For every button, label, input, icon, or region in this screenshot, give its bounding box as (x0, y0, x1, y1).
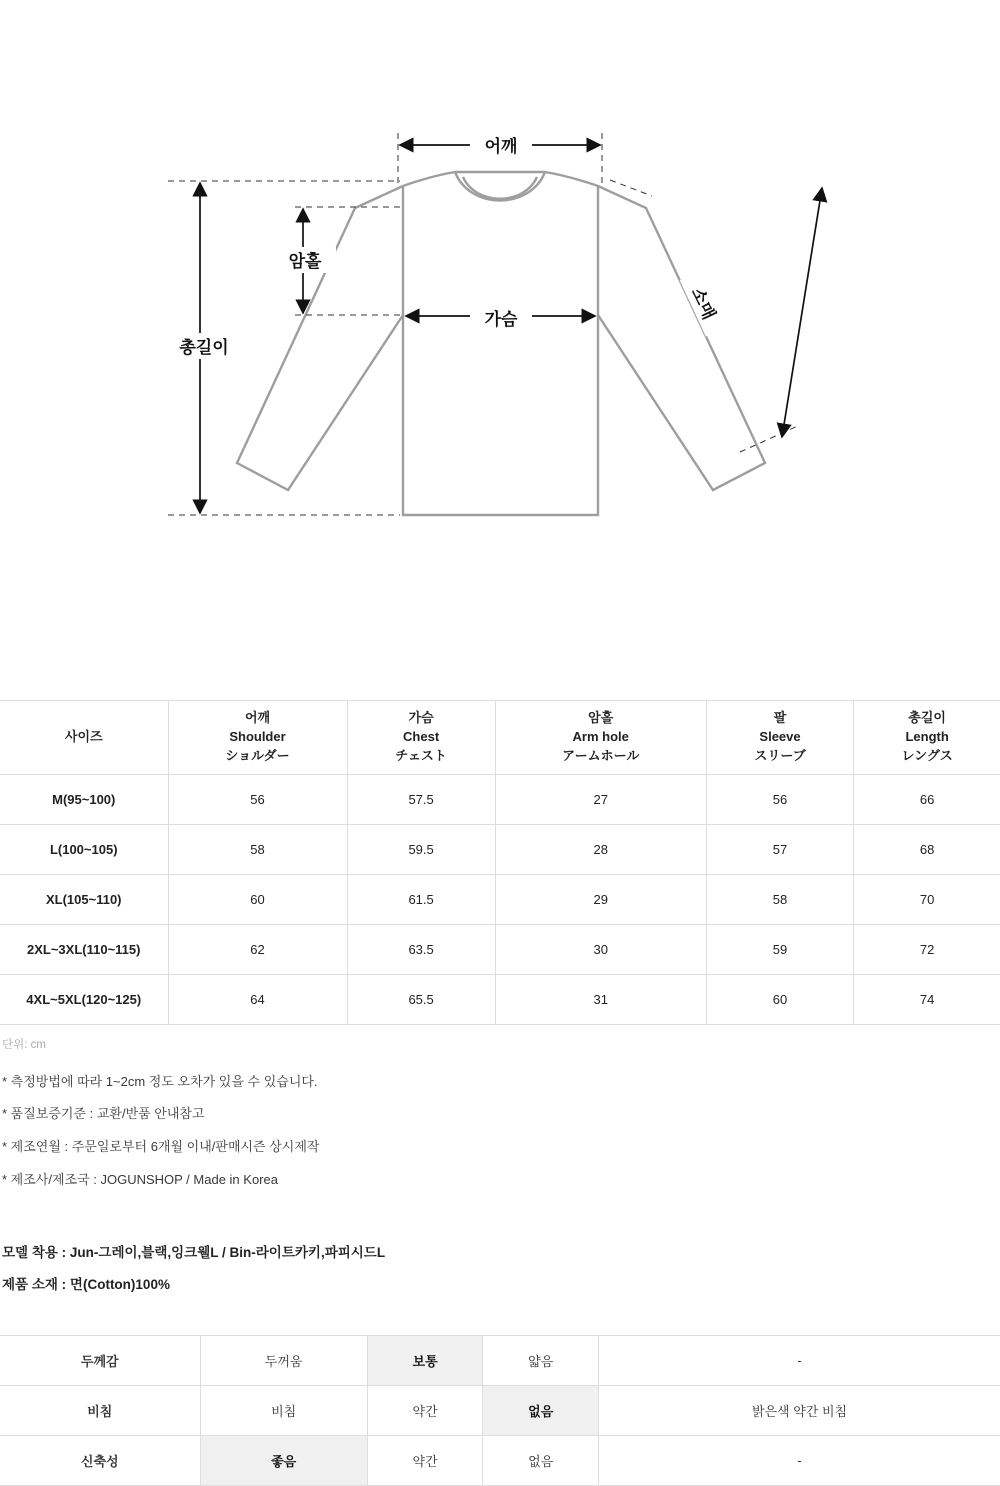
cell-chest: 63.5 (347, 924, 495, 974)
label-chest: 가슴 (484, 310, 518, 329)
label-length: 총길이 (179, 338, 229, 357)
cell-chest: 59.5 (347, 824, 495, 874)
notes-block (0, 1074, 1000, 1190)
cell-sleeve: 59 (706, 924, 854, 974)
cell-armhole: 29 (495, 874, 706, 924)
header-length: 총길이 Length レングス (854, 701, 1000, 775)
cell-armhole: 31 (495, 974, 706, 1024)
cell-shoulder: 62 (168, 924, 347, 974)
prop-option: 밝은색 약간 비침 (599, 1386, 1000, 1436)
model-info-block (0, 1241, 1000, 1293)
prop-option: - (599, 1436, 1000, 1486)
cell-sleeve: 58 (706, 874, 854, 924)
cell-length: 74 (854, 974, 1000, 1024)
cell-length: 70 (854, 874, 1000, 924)
cell-length: 72 (854, 924, 1000, 974)
note-line: * 제조연월 : 주문일로부터 6개월 이내/판매시즌 상시제작 (2, 1139, 320, 1155)
label-sleeve: 소매 (687, 284, 719, 323)
product-material-info: 제품 소재 : 면(Cotton)100% (2, 1277, 170, 1293)
cell-size: M(95~100) (0, 774, 168, 824)
table-row (0, 974, 1000, 1024)
cell-size: 2XL~3XL(110~115) (0, 924, 168, 974)
header-chest: 가슴 Chest チェスト (347, 701, 495, 775)
prop-option-selected: 없음 (483, 1386, 599, 1436)
cell-shoulder: 64 (168, 974, 347, 1024)
cell-chest: 57.5 (347, 774, 495, 824)
prop-option: 두꺼움 (200, 1336, 367, 1386)
cell-sleeve: 56 (706, 774, 854, 824)
unit-note: 단위: cm (2, 1038, 46, 1051)
model-wearing-info: 모델 착용 : Jun-그레이,블랙,잉크웰L / Bin-라이트카키,파피시드L (2, 1245, 386, 1261)
cell-length: 66 (854, 774, 1000, 824)
prop-option: 없음 (483, 1436, 599, 1486)
table-row (0, 1386, 1000, 1436)
cell-shoulder: 56 (168, 774, 347, 824)
prop-label-sheerness: 비침 (0, 1386, 200, 1436)
cell-sleeve: 60 (706, 974, 854, 1024)
cell-size: L(100~105) (0, 824, 168, 874)
prop-option-selected: 좋음 (200, 1436, 367, 1486)
prop-option: 비침 (200, 1386, 367, 1436)
table-row (0, 874, 1000, 924)
cell-armhole: 30 (495, 924, 706, 974)
fabric-property-table (0, 1335, 1000, 1486)
cell-shoulder: 60 (168, 874, 347, 924)
prop-option-selected: 보통 (367, 1336, 483, 1386)
cell-size: 4XL~5XL(120~125) (0, 974, 168, 1024)
cell-chest: 65.5 (347, 974, 495, 1024)
note-line: * 측정방법에 따라 1~2cm 정도 오차가 있을 수 있습니다. (2, 1073, 318, 1089)
table-row (0, 1336, 1000, 1386)
prop-option: - (599, 1336, 1000, 1386)
prop-option: 약간 (367, 1436, 483, 1486)
table-row (0, 824, 1000, 874)
prop-option: 약간 (367, 1386, 483, 1436)
cell-armhole: 28 (495, 824, 706, 874)
cell-size: XL(105~110) (0, 874, 168, 924)
note-line: * 제조사/제조국 : JOGUNSHOP / Made in Korea (2, 1172, 278, 1188)
header-shoulder: 어깨 Shoulder ショルダー (168, 701, 347, 775)
garment-outline-shape (237, 172, 765, 515)
cell-sleeve: 57 (706, 824, 854, 874)
garment-measurement-diagram (0, 0, 1000, 700)
prop-label-elasticity: 신축성 (0, 1436, 200, 1486)
prop-option: 얇음 (483, 1336, 599, 1386)
header-sleeve: 팔 Sleeve スリーブ (706, 701, 854, 775)
header-armhole: 암홀 Arm hole アームホール (495, 701, 706, 775)
cell-shoulder: 58 (168, 824, 347, 874)
cell-chest: 61.5 (347, 874, 495, 924)
cell-length: 68 (854, 824, 1000, 874)
size-measurement-table (0, 700, 1000, 1025)
table-row (0, 924, 1000, 974)
table-row (0, 774, 1000, 824)
label-shoulder: 어깨 (484, 137, 518, 156)
prop-label-thickness: 두께감 (0, 1336, 200, 1386)
header-size: 사이즈 (0, 701, 168, 775)
size-table-header-row (0, 701, 1000, 775)
note-line: * 품질보증기준 : 교환/반품 안내참고 (2, 1106, 205, 1122)
cell-armhole: 27 (495, 774, 706, 824)
table-row (0, 1436, 1000, 1486)
label-armhole: 암홀 (288, 252, 322, 271)
